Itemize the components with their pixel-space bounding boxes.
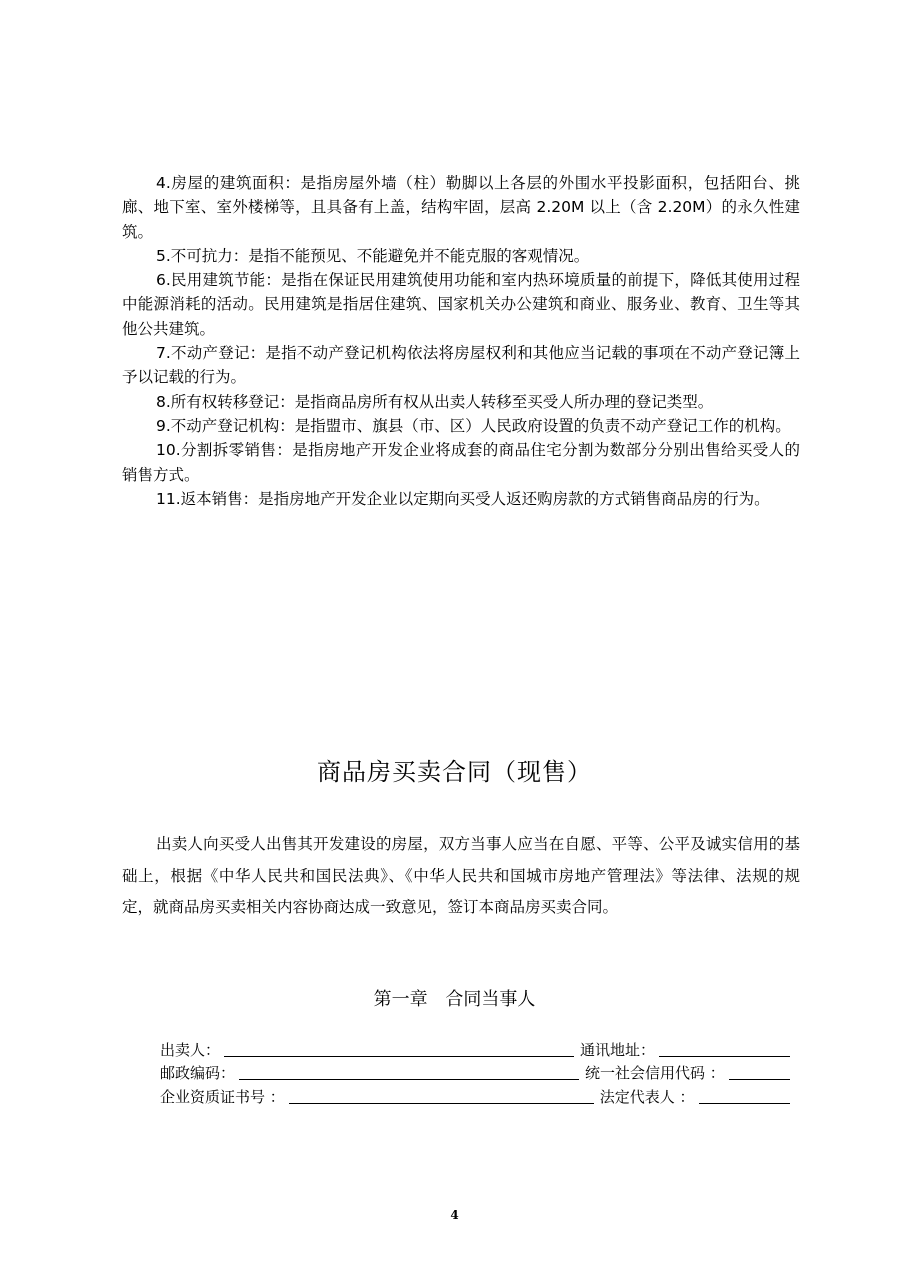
intro-paragraph: 出卖人向买受人出售其开发建设的房屋，双方当事人应当在自愿、平等、公平及诚实信用的基础上，根据《中华人民共和国民法典》、《中华人民共和国城市房地产管理法》等法律、法规的规定，就商品房买卖相关内容协商达成一致意见，签订本商品房买卖合同。 (122, 835, 800, 916)
definition-item: 4.房屋的建筑面积：是指房屋外墙（柱）勒脚以上各层的外围水平投影面积，包括阳台、挑廊、地下室、室外楼梯等，且具备有上盖，结构牢固，层高 2.20M 以上（含 2.20M）的永久性建筑。 (122, 174, 800, 241)
address-blank[interactable] (659, 1041, 790, 1057)
qualification-label: 企业资质证书号 ： (160, 1088, 285, 1106)
chapter-title: 第一章 合同当事人 (373, 989, 536, 1010)
credit-code-label: 统一社会信用代码 ： (585, 1064, 725, 1082)
definition-item: 9.不动产登记机构：是指盟市、旗县（市、区）人民政府设置的负责不动产登记工作的机构。 (156, 416, 791, 435)
definition-item: 10.分割拆零销售：是指房地产开发企业将成套的商品住宅分割为数部分分别出售给买受人的销售方式。 (122, 441, 800, 484)
page-number: 4 (450, 1208, 459, 1222)
definition-item: 8.所有权转移登记：是指商品房所有权从出卖人转移至买受人所办理的登记类型。 (156, 392, 714, 411)
field-row-qualification (160, 1085, 790, 1107)
seller-blank[interactable] (224, 1041, 574, 1057)
postcode-label: 邮政编码： (160, 1064, 236, 1082)
definition-item: 6.民用建筑节能：是指在保证民用建筑使用功能和室内热环境质量的前提下，降低其使用过程中能源消耗的活动。民用建筑是指居住建筑、国家机关办公建筑和商业、服务业、教育、卫生等其他公共建筑。 (122, 271, 800, 338)
definition-item: 7.不动产登记：是指不动产登记机构依法将房屋权利和其他应当记载的事项在不动产登记簿上予以记载的行为。 (122, 344, 800, 387)
definition-item: 5.不可抗力：是指不能预见、不能避免并不能克服的客观情况。 (156, 246, 590, 265)
seller-label: 出卖人： (160, 1041, 221, 1059)
definition-item: 11.返本销售：是指房地产开发企业以定期向买受人返还购房款的方式销售商品房的行为。 (156, 489, 770, 508)
field-row-seller (160, 1038, 790, 1060)
field-row-postcode (160, 1061, 790, 1083)
credit-code-blank[interactable] (729, 1064, 790, 1080)
definitions-list (122, 171, 800, 511)
postcode-blank[interactable] (239, 1064, 579, 1080)
address-label: 通讯地址： (580, 1041, 656, 1059)
qualification-blank[interactable] (289, 1088, 594, 1104)
contract-title: 商品房买卖合同（现售） (317, 758, 592, 786)
legal-rep-blank[interactable] (699, 1088, 790, 1104)
legal-rep-label: 法定代表人 ： (599, 1088, 695, 1106)
